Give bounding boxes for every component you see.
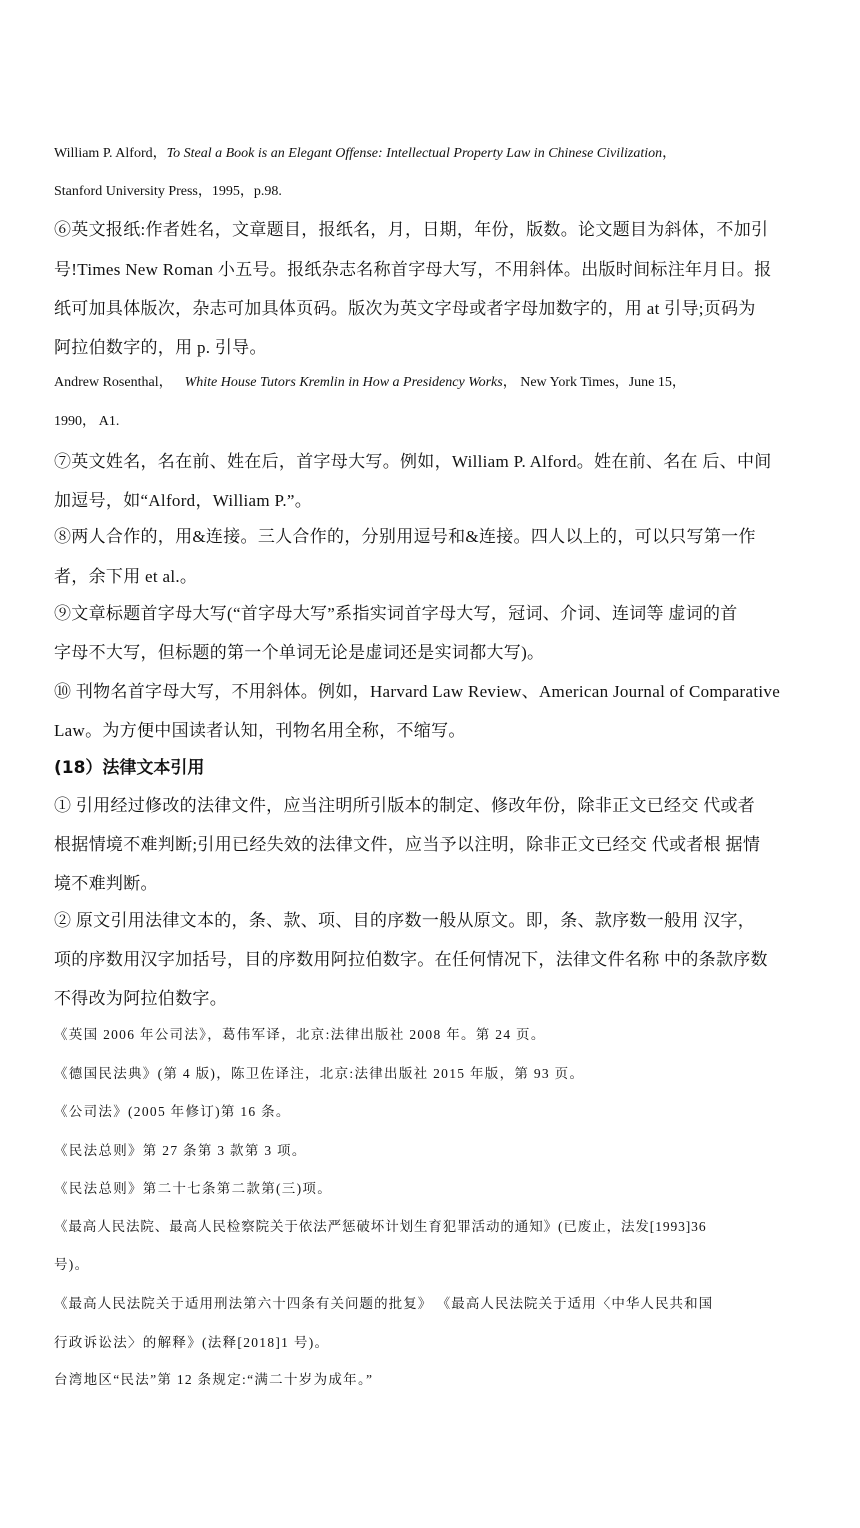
reference-alford-line-1	[54, 142, 676, 162]
rule-6-line-3: 纸可加具体版次，杂志可加具体页码。版次为英文字母或者字母加数字的，用 at 引导;页码为	[54, 299, 756, 318]
reference-title: White House Tutors Kremlin in How a Presidency Works	[184, 375, 503, 390]
example-citation: 行政诉讼法〉的解释》(法释[2018]1 号)。	[54, 1335, 330, 1350]
rule-8-line-2: 者，余下用 et al.。	[54, 567, 198, 586]
rule-9-line-1: ⑨文章标题首字母大写(“首字母大写”系指实词首字母大写，冠词、介词、连词等 虚词的首	[54, 604, 738, 623]
law-rule-2-line-1: ② 原文引用法律文本的，条、款、项、目的序数一般从原文。即，条、款序数一般用 汉字，	[54, 911, 756, 930]
example-citation: 《公司法》(2005 年修订)第 16 条。	[54, 1104, 291, 1119]
law-rule-1-line-3: 境不难判断。	[54, 874, 158, 893]
reference-rosenthal-line-1	[54, 371, 686, 391]
reference-author: William P. Alford，	[54, 146, 167, 161]
example-citation: 号)。	[54, 1257, 90, 1272]
reference-alford-line-2: Stanford University Press，1995，p.98.	[54, 184, 282, 199]
example-citation: 《民法总则》第二十七条第二款第(三)项。	[54, 1181, 332, 1196]
rule-6-line-1: ⑥英文报纸:作者姓名，文章题目，报纸名，月，日期，年份，版数。论文题目为斜体，不加引	[54, 220, 769, 239]
rule-7-line-2: 加逗号，如“Alford，William P.”。	[54, 491, 313, 510]
law-rule-2-line-2: 项的序数用汉字加括号，目的序数用阿拉伯数字。在任何情况下，法律文件名称 中的条款序数	[54, 950, 768, 969]
rule-10-line-1: ⑩ 刊物名首字母大写，不用斜体。例如，Harvard Law Review、American Journal of Comparative	[54, 682, 781, 701]
rule-9-line-2: 字母不大写，但标题的第一个单词无论是虚词还是实词都大写)。	[54, 643, 545, 662]
reference-author: Andrew Rosenthal，	[54, 375, 173, 390]
law-rule-1-line-2: 根据情境不难判断;引用已经失效的法律文件，应当予以注明，除非正文已经交 代或者根 据情	[54, 835, 761, 854]
example-citation: 《英国 2006 年公司法》，葛伟军译，北京:法律出版社 2008 年。第 24 页。	[54, 1027, 546, 1042]
example-citation: 《最高人民法院关于适用刑法第六十四条有关问题的批复》 《最高人民法院关于适用〈中华人民共和国	[54, 1296, 714, 1311]
law-rule-1-line-1: ① 引用经过修改的法律文件，应当注明所引版本的制定、修改年份，除非正文已经交 代或者	[54, 796, 756, 815]
rule-10-line-2: Law。为方便中国读者认知，刊物名用全称，不缩写。	[54, 721, 466, 740]
example-citation: 《德国民法典》(第 4 版)，陈卫佐译注，北京:法律出版社 2015 年版，第 93 页。	[54, 1066, 585, 1081]
law-rule-2-line-3: 不得改为阿拉伯数字。	[54, 989, 227, 1008]
example-citation: 《民法总则》第 27 条第 3 款第 3 项。	[54, 1143, 307, 1158]
rule-6-line-2: 号!Times New Roman 小五号。报纸杂志名称首字母大写，不用斜体。出版时间标注年月日。报	[54, 260, 772, 279]
rule-6-line-4: 阿拉伯数字的，用 p. 引导。	[54, 338, 267, 357]
example-citation: 台湾地区“民法”第 12 条规定:“满二十岁为成年。”	[54, 1372, 374, 1387]
reference-separator: ，	[662, 146, 677, 161]
example-citation: 《最高人民法院、最高人民检察院关于依法严惩破坏计划生育犯罪活动的通知》(已废止，法发[1993]36	[54, 1219, 707, 1234]
rule-7-line-1: ⑦英文姓名，名在前、姓在后，首字母大写。例如，William P. Alford。姓在前、名在 后、中间	[54, 452, 772, 471]
rule-8-line-1: ⑧两人合作的，用&连接。三人合作的，分别用逗号和&连接。四人以上的，可以只写第一作	[54, 527, 756, 546]
reference-title: To Steal a Book is an Elegant Offense: Intellectual Property Law in Chinese Civilization	[166, 146, 663, 161]
reference-rosenthal-line-2: 1990， A1.	[54, 414, 120, 429]
reference-rest: ， New York Times，June 15，	[502, 375, 686, 390]
section-heading: (18）法律文本引用	[54, 758, 205, 778]
